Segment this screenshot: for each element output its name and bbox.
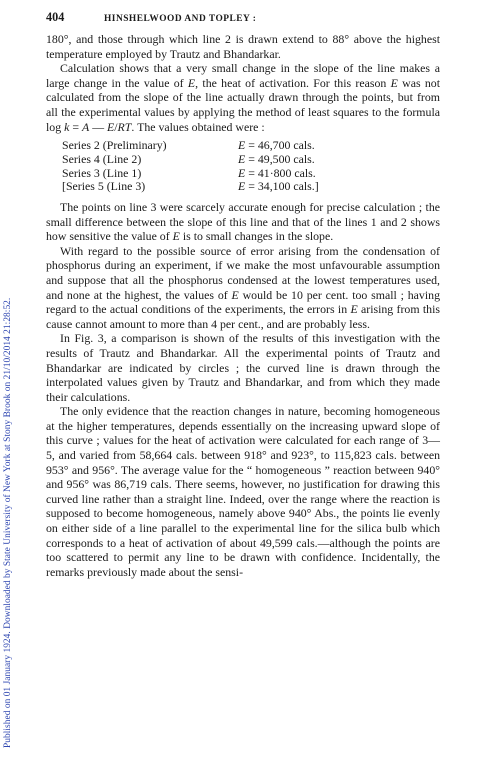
math-var: E (107, 119, 115, 134)
text-run: Calculation shows that a very small change in the slope of the line makes a large change in the value of (46, 61, 440, 90)
text-run: . The values obtained were : (131, 119, 265, 134)
results-row (46, 167, 440, 181)
download-stamp-text: Published on 01 January 1924. Downloaded by State University of New York at Stony Brook on 21/10/2014 21:28:52. (3, 297, 13, 748)
math-var: k (64, 119, 70, 134)
text-run: = 41·800 cals. (245, 165, 316, 180)
results-row (46, 139, 440, 153)
series-label: [Series 5 (Line 3) (62, 179, 146, 194)
text-run: — (89, 119, 107, 134)
results-row (46, 180, 440, 194)
page (46, 10, 440, 579)
paragraph-6 (46, 404, 440, 579)
paragraph-1-text: 180°, and those through which line 2 is drawn extend to 88° above the highest temperature employed by Trautz and Bhandarkar. (46, 32, 440, 61)
series-value (238, 167, 316, 181)
math-var: A (81, 119, 90, 134)
math-var: E (238, 165, 246, 180)
math-var: E (238, 151, 246, 166)
text-run: = 49,500 cals. (245, 151, 315, 166)
page-number: 404 (46, 10, 65, 24)
series-label: Series 3 (Line 1) (62, 165, 142, 180)
text-run: was not calculated from the slope of the line actually drawn through the points, but from all the experimental values by applying the method of least squares to the formula log (46, 75, 440, 134)
series-value (238, 153, 315, 167)
math-var: E (390, 75, 398, 90)
series-label: Series 4 (Line 2) (62, 151, 142, 166)
math-var: E (238, 138, 246, 153)
paragraph-5 (46, 331, 440, 404)
text-run: = 34,100 cals.] (245, 179, 319, 194)
text-run: , the heat of activation. For this reason (195, 75, 391, 90)
text-run: is to small changes in the slope. (179, 229, 334, 244)
math-var: RT (117, 119, 132, 134)
text-run: With regard to the possible source of error arising from the condensation of phosphorus during an experiment, if we make the most unfavourable assumption and suppose that all the phosphorus condensed at the lowest temperatures used, and none at the highest, the values of (46, 243, 440, 302)
math-var: E (187, 75, 196, 90)
text-run: The points on line 3 were scarcely accurate enough for precise calculation ; the small difference between the slope of this line and that of the lines 1 and 2 shows how sensitive the value of (46, 199, 440, 244)
paragraph-3 (46, 200, 440, 244)
series-value (238, 139, 315, 153)
text-run: / (114, 119, 118, 134)
math-var: E (172, 229, 180, 244)
text-run: = 46,700 cals. (245, 138, 315, 153)
text-run: would be 10 per cent. too small ; having regard to the actual conditions of the experiments, the errors in (46, 287, 440, 317)
running-header (46, 10, 440, 32)
series-label: Series 2 (Preliminary) (62, 138, 167, 153)
download-stamp (0, 0, 16, 768)
paragraph-4 (46, 244, 440, 332)
paragraph-5-text: In Fig. 3, a comparison is shown of the results of this investigation with the results of Trautz and Bhandarkar. All the experimental points of Trautz and Bhandarkar are indicated by circles ; the curved line is drawn through the interpolated values given by Trautz and Bhandarkar, and from which they made their calculations. (46, 331, 440, 404)
math-var: E (231, 287, 239, 302)
results-list (46, 139, 440, 194)
series-value (238, 180, 319, 194)
paragraph-6-text: The only evidence that the reaction changes in nature, becoming homogeneous at the higher temperatures, depends essentially on the increasing upward slope of this curve ; values for the heat of activation were calculated for each range of 3—5, and varied from 58,664 cals. between 918° and 923°, to 115,823 cals. between 953° and 956°. The average value for the “ homogeneous ” reaction between 940° and 956° was 86,719 cals. There seems, however, no justification for drawing this curved line rather than a straight line. Indeed, over the range where the reaction is supposed to become homogeneous, namely above 940° Abs., the points lie evenly on either side of a line parallel to the experimental line for the silica bulb which corresponds to a heat of activation of about 49,599 cals.—although the points are too scattered to permit any line to be drawn with confidence. Incidentally, the remarks previously made about the sensi- (46, 404, 440, 579)
results-row (46, 153, 440, 167)
paragraph-1 (46, 32, 440, 61)
text-run: arising from this cause cannot amount to more than 4 per cent., and are probably less. (46, 302, 440, 331)
text-run: = (69, 119, 82, 134)
math-var: E (238, 179, 246, 194)
paragraph-2 (46, 61, 440, 134)
math-var: E (350, 302, 358, 317)
running-head: HINSHELWOOD AND TOPLEY : (104, 14, 257, 24)
